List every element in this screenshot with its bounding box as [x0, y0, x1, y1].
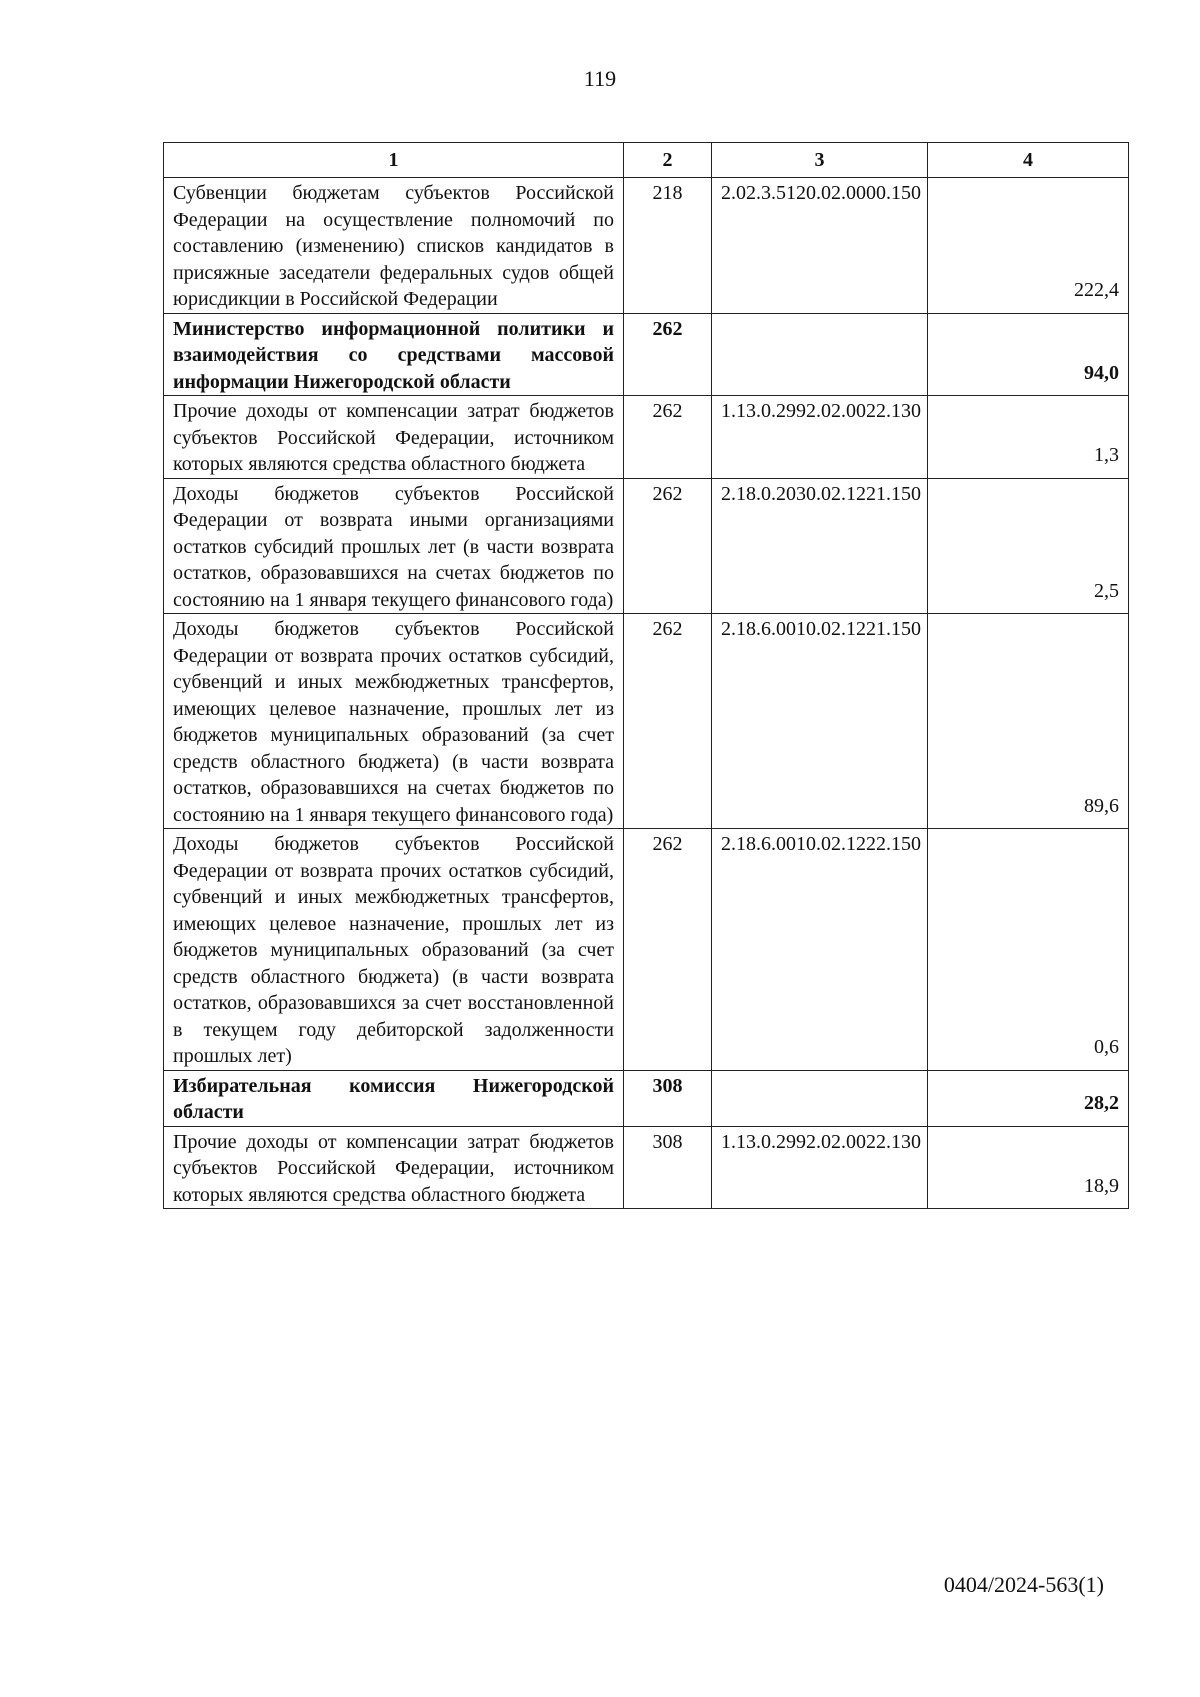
table-row — [164, 313, 1129, 396]
row-name: Доходы бюджетов субъектов Российской Федерации от возврата прочих остатков субсидий, субвенций и иных межбюджетных трансфертов, имеющих целевое назначение, прошлых лет из бюджетов муниципальных образований (за счет средств областного бюджета) (в части возврата остатков, образовавшихся на счетах бюджетов по состоянию на 1 января текущего финансового года) — [164, 614, 624, 829]
table-row — [164, 396, 1129, 479]
document-code: 0404/2024-563(1) — [943, 1572, 1104, 1597]
row-name: Прочие доходы от компенсации затрат бюджетов субъектов Российской Федерации, источником которых являются средства областного бюджета — [164, 396, 624, 479]
row-amount: 89,6 — [928, 614, 1129, 829]
table-row — [164, 1070, 1129, 1126]
row-amount: 0,6 — [928, 829, 1129, 1071]
row-code: 262 — [624, 614, 712, 829]
row-amount: 18,9 — [928, 1126, 1129, 1209]
row-code: 262 — [624, 478, 712, 614]
table-row — [164, 614, 1129, 829]
header-col-3: 3 — [712, 143, 928, 178]
row-amount: 1,3 — [928, 396, 1129, 479]
row-kbk — [712, 1070, 928, 1126]
row-amount: 2,5 — [928, 478, 1129, 614]
row-kbk: 2.18.6.0010.02.1221.150 — [712, 614, 928, 829]
table-row — [164, 478, 1129, 614]
row-code: 262 — [624, 829, 712, 1071]
header-col-2: 2 — [624, 143, 712, 178]
row-kbk: 2.18.6.0010.02.1222.150 — [712, 829, 928, 1071]
row-amount: 222,4 — [928, 178, 1129, 314]
header-col-4: 4 — [928, 143, 1129, 178]
row-name: Министерство информационной политики и взаимодействия со средствами массовой информации Нижегородской области — [164, 313, 624, 396]
row-kbk: 2.18.0.2030.02.1221.150 — [712, 478, 928, 614]
row-code: 308 — [624, 1070, 712, 1126]
row-amount: 94,0 — [928, 313, 1129, 396]
row-kbk — [712, 313, 928, 396]
row-code: 262 — [624, 313, 712, 396]
table-row — [164, 178, 1129, 314]
table-row — [164, 1126, 1129, 1209]
row-code: 218 — [624, 178, 712, 314]
header-col-1: 1 — [164, 143, 624, 178]
row-amount: 28,2 — [928, 1070, 1129, 1126]
revenue-table — [163, 142, 1129, 1209]
row-name: Доходы бюджетов субъектов Российской Федерации от возврата иными организациями остатков субсидий прошлых лет (в части возврата остатков, образовавшихся на счетах бюджетов по состоянию на 1 января текущего финансового года) — [164, 478, 624, 614]
row-name: Доходы бюджетов субъектов Российской Федерации от возврата прочих остатков субсидий, субвенций и иных межбюджетных трансфертов, имеющих целевое назначение, прошлых лет из бюджетов муниципальных образований (за счет средств областного бюджета) (в части возврата остатков, образовавшихся за счет восстановленной в текущем году дебиторской задолженности прошлых лет) — [164, 829, 624, 1071]
table-row — [164, 829, 1129, 1071]
page-number: 119 — [583, 66, 617, 91]
row-code: 308 — [624, 1126, 712, 1209]
row-kbk: 1.13.0.2992.02.0022.130 — [712, 396, 928, 479]
row-name: Прочие доходы от компенсации затрат бюджетов субъектов Российской Федерации, источником которых являются средства областного бюджета — [164, 1126, 624, 1209]
table-header-row — [164, 143, 1129, 178]
row-kbk: 1.13.0.2992.02.0022.130 — [712, 1126, 928, 1209]
row-kbk: 2.02.3.5120.02.0000.150 — [712, 178, 928, 314]
row-code: 262 — [624, 396, 712, 479]
row-name: Избирательная комиссия Нижегородской области — [164, 1070, 624, 1126]
row-name: Субвенции бюджетам субъектов Российской Федерации на осуществление полномочий по составлению (изменению) списков кандидатов в присяжные заседатели федеральных судов общей юрисдикции в Российской Федерации — [164, 178, 624, 314]
